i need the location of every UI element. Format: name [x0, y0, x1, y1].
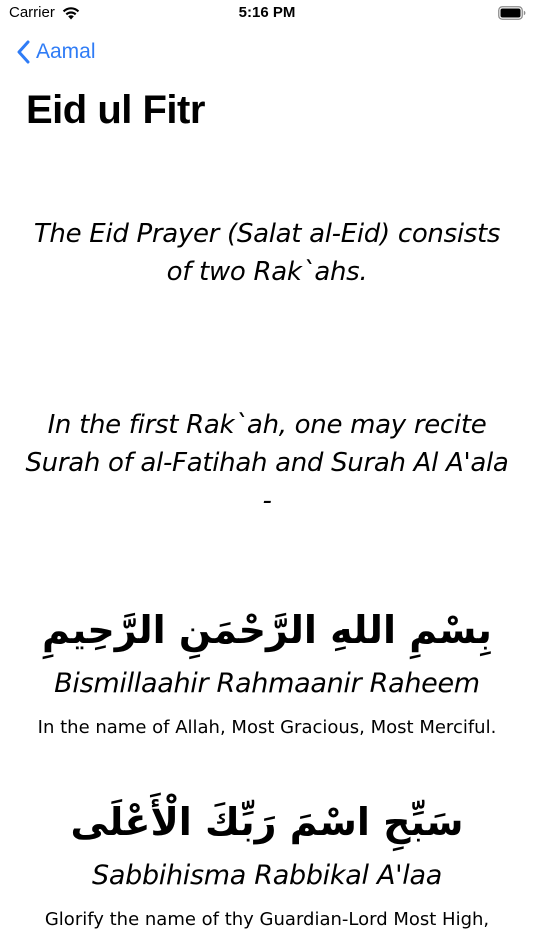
- first-rakah-paragraph: In the first Rak`ah, one may recite Surah of al-Fatihah and Surah Al A'ala -: [25, 410, 509, 516]
- status-bar: [0, 0, 534, 28]
- status-time: 5:16 PM: [238, 4, 296, 21]
- chevron-left-icon: [16, 40, 30, 64]
- verse-arabic: سَبِّحِ اسْمَ رَبِّكَ الْأَعْلَى: [70, 800, 464, 844]
- back-button-label: Aamal: [36, 40, 96, 63]
- back-button[interactable]: [16, 40, 96, 64]
- page-title: Eid ul Fitr: [26, 88, 205, 132]
- verse-transliteration: Bismillaahir Rahmaanir Raheem: [54, 668, 480, 699]
- verse-arabic: بِسْمِ اللهِ الرَّحْمَنِ الرَّحِيمِ: [42, 608, 492, 652]
- intro-paragraph: The Eid Prayer (Salat al-Eid) consists of two Rak`ahs.: [33, 219, 501, 287]
- battery-icon: [498, 6, 526, 20]
- verse-translation: In the name of Allah, Most Gracious, Most Merciful.: [37, 717, 497, 738]
- verse-translation: Glorify the name of thy Guardian-Lord Most High,: [44, 909, 490, 930]
- verse-transliteration: Sabbihisma Rabbikal A'laa: [92, 860, 442, 891]
- carrier-label: Carrier: [9, 4, 55, 21]
